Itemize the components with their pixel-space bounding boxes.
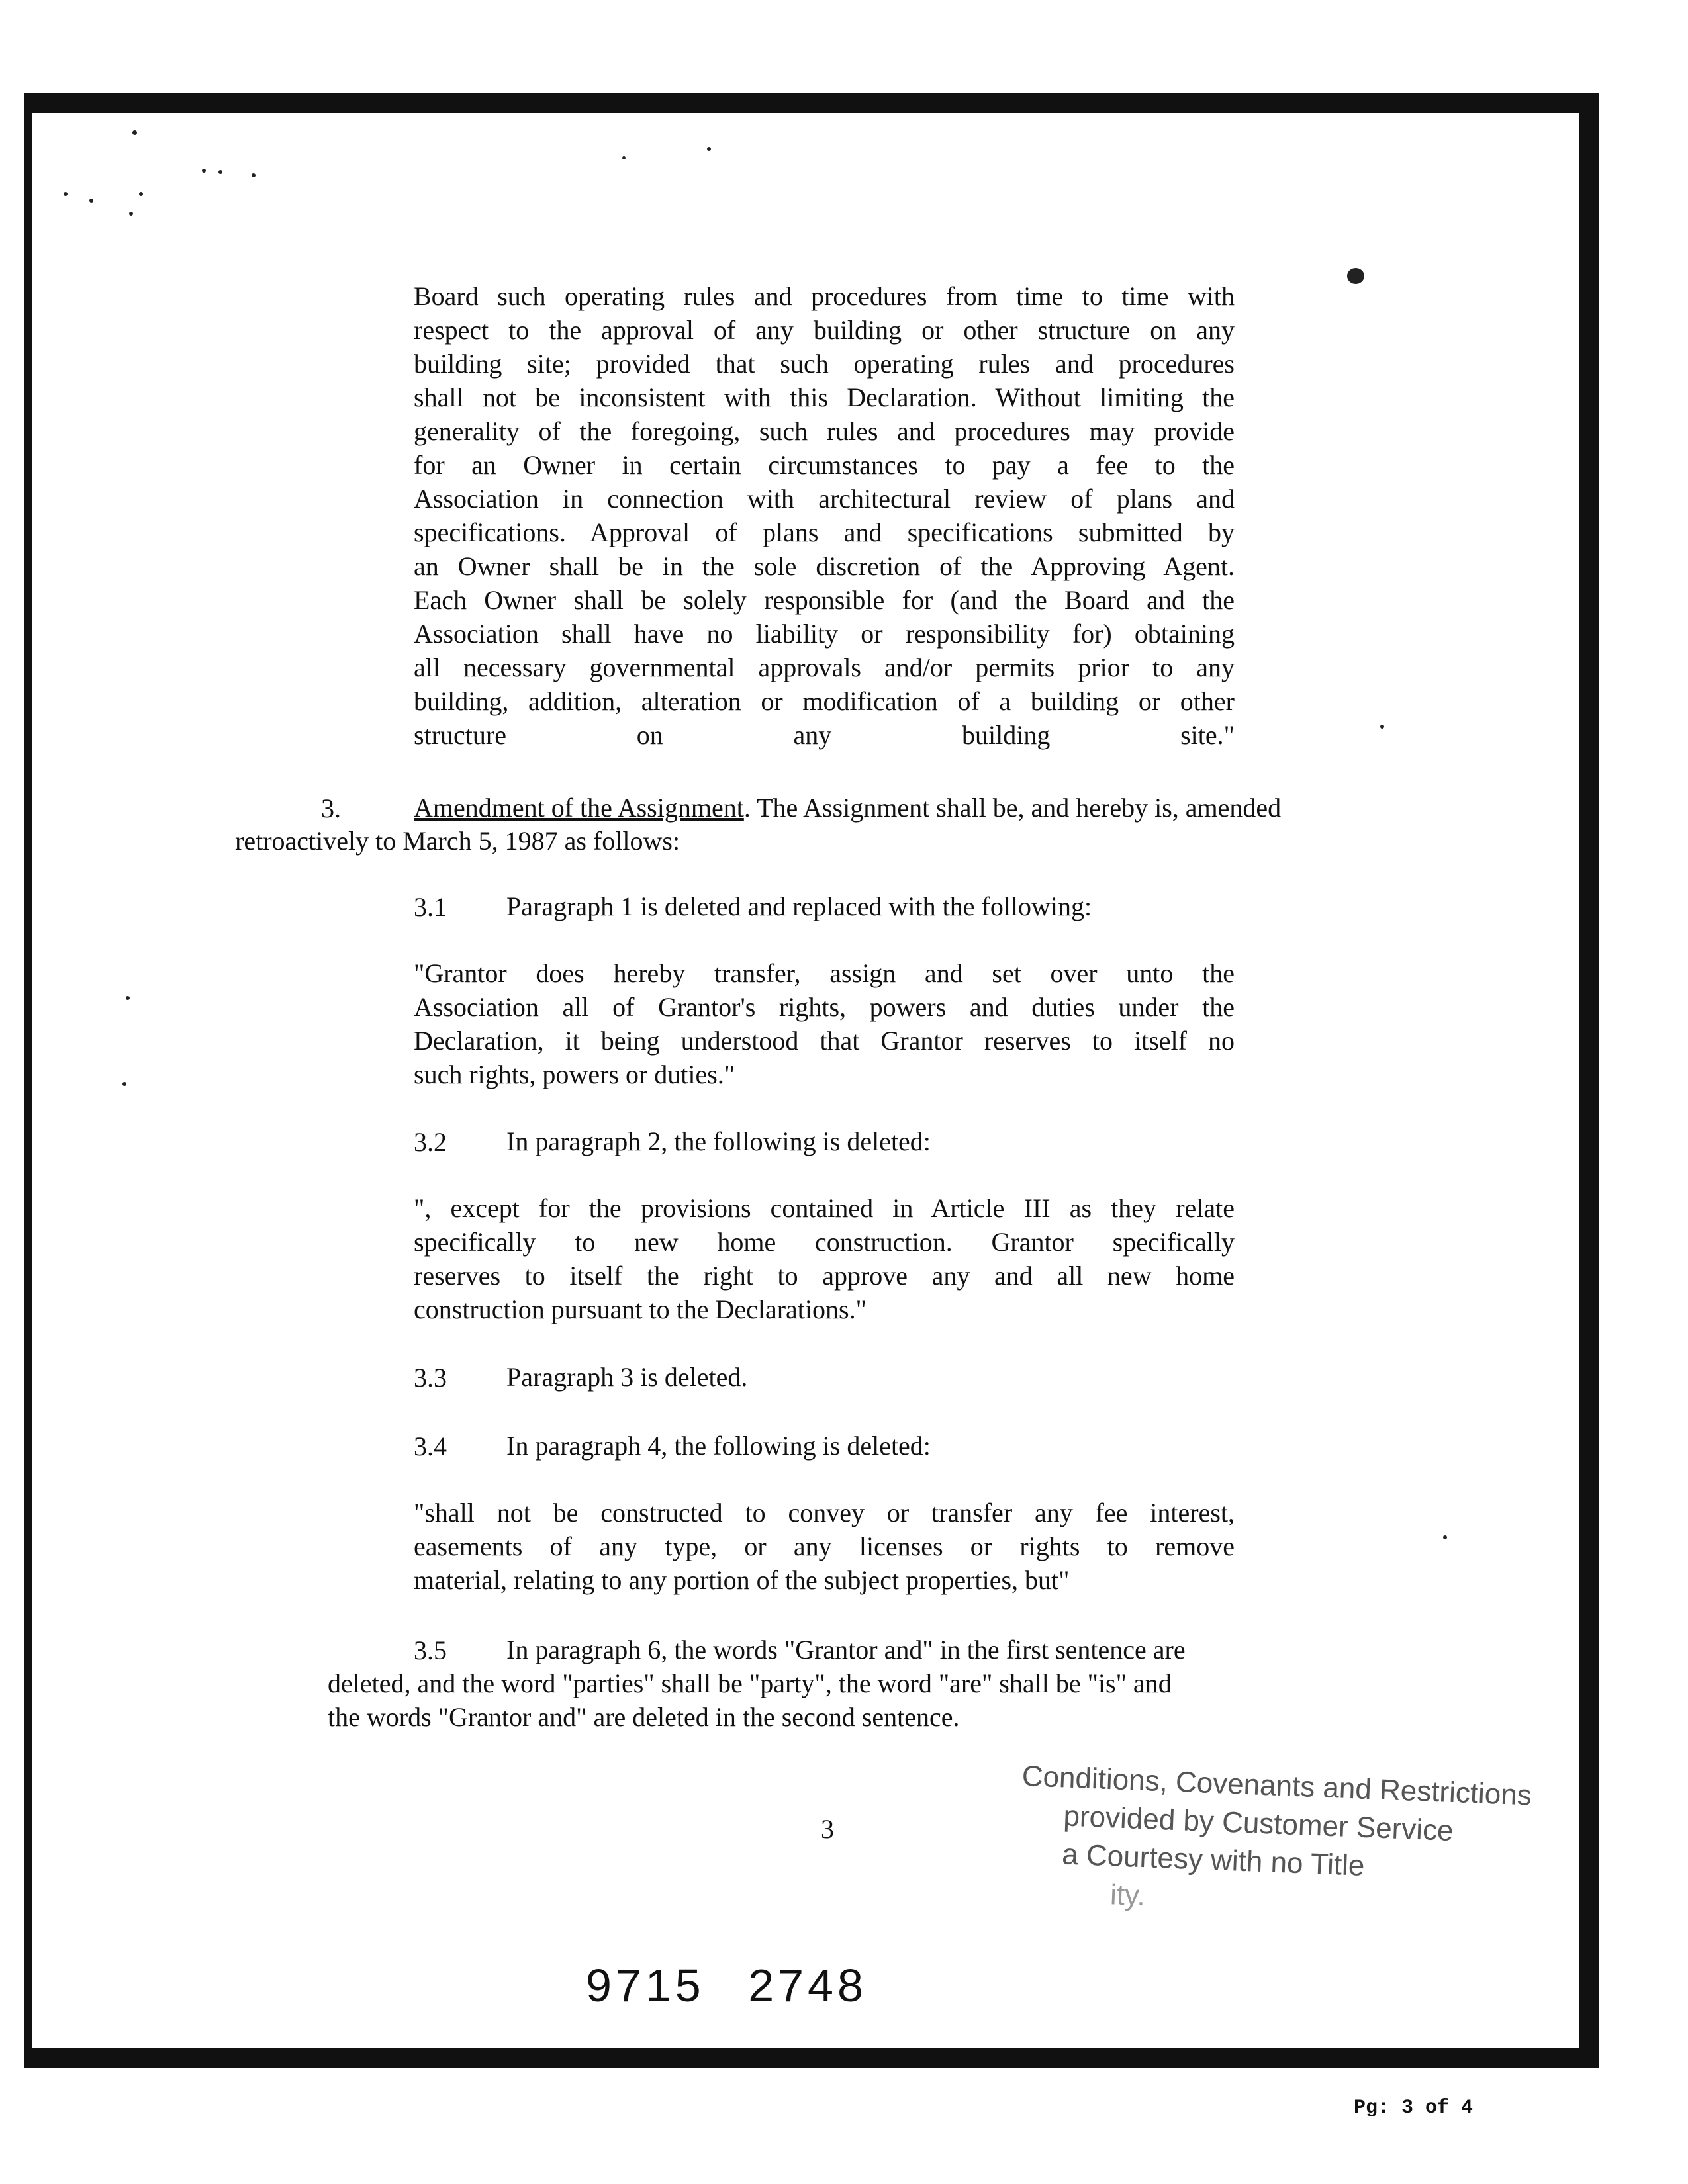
scan-speck — [218, 170, 222, 174]
subsection-text: Paragraph 3 is deleted. — [506, 1362, 748, 1392]
page-reference-number: 2748 — [748, 1960, 867, 2011]
subsection-text: In paragraph 6, the words "Grantor and" in the first sentence are — [506, 1635, 1186, 1664]
scan-speck — [129, 212, 133, 216]
text-line: Association shall have no liability or responsibility for) obtaining — [414, 619, 1235, 649]
stamp-line: a Courtesy with no Title — [1061, 1838, 1366, 1882]
subsection-text: In paragraph 4, the following is deleted: — [506, 1431, 931, 1461]
scan-speck — [707, 147, 711, 151]
subsection-number: 3.4 — [414, 1432, 447, 1461]
text-line: for an Owner in certain circumstances to pay a fee to the — [414, 450, 1235, 480]
text-line: Association in connection with architectural review of plans and — [414, 484, 1235, 514]
courtesy-stamp — [1017, 1757, 1585, 1932]
text-line: shall not be inconsistent with this Declaration. Without limiting the — [414, 383, 1235, 412]
subsection-text: In paragraph 2, the following is deleted: — [506, 1126, 931, 1156]
section-intro-text: . The Assignment shall be, and hereby is, amended — [743, 793, 1282, 823]
text-line: building site; provided that such operating rules and procedures — [414, 349, 1235, 379]
text-line: Board such operating rules and procedures from time to time with — [414, 281, 1235, 311]
text-line: an Owner shall be in the sole discretion of the Approving Agent. — [414, 551, 1235, 581]
subsection-text-continued: the words "Grantor and" are deleted in the second sentence. — [328, 1702, 960, 1732]
scan-speck — [126, 996, 130, 1000]
text-line: "Grantor does hereby transfer, assign and set over unto the — [414, 958, 1235, 988]
text-line: such rights, powers or duties." — [414, 1060, 735, 1089]
scan-speck — [89, 199, 93, 203]
subsection-number: 3.5 — [414, 1635, 447, 1665]
stamp-line: provided by Customer Service — [1062, 1799, 1454, 1848]
section-number: 3. — [321, 794, 341, 823]
scan-speck — [132, 130, 137, 135]
scan-speck — [139, 192, 143, 196]
section-intro-continued: retroactively to March 5, 1987 as follows: — [235, 826, 680, 856]
page-count-footer: Pg: 3 of 4 — [1354, 2097, 1474, 2119]
text-line: ", except for the provisions contained in Article III as they relate — [414, 1193, 1235, 1223]
text-line: Association all of Grantor's rights, powers and duties under the — [414, 992, 1235, 1022]
section-intro — [414, 791, 1281, 825]
text-line: easements of any type, or any licenses or rights to remove — [414, 1531, 1235, 1561]
text-line: building, addition, alteration or modification of a building or other — [414, 686, 1235, 716]
scan-speck — [252, 173, 256, 177]
scan-speck — [622, 156, 626, 159]
scan-speck — [202, 169, 206, 173]
text-line: construction pursuant to the Declarations." — [414, 1295, 867, 1324]
scan-speck — [1347, 268, 1364, 284]
text-line: reserves to itself the right to approve any and all new home — [414, 1261, 1235, 1291]
continuation-quote-paragraph — [414, 279, 1235, 752]
scan-speck — [64, 192, 68, 196]
page-number: 3 — [821, 1814, 834, 1844]
subsection-number: 3.3 — [414, 1363, 447, 1392]
text-line: generality of the foregoing, such rules and procedures may provide — [414, 416, 1235, 446]
text-line: Each Owner shall be solely responsible for (and the Board and the — [414, 585, 1235, 615]
scan-speck — [122, 1082, 126, 1086]
text-line: all necessary governmental approvals and/or permits prior to any — [414, 653, 1235, 682]
text-line: Declaration, it being understood that Grantor reserves to itself no — [414, 1026, 1235, 1056]
subsection-number: 3.2 — [414, 1127, 447, 1157]
subsection-quote — [414, 956, 1235, 1091]
stamp-line: Conditions, Covenants and Restrictions — [1021, 1759, 1532, 1812]
subsection-quote — [414, 1191, 1235, 1326]
subsection-quote — [414, 1496, 1235, 1597]
stamp-line: ity. — [1109, 1878, 1146, 1913]
subsection-text-continued: deleted, and the word "parties" shall be "party", the word "are" shall be "is" and — [328, 1668, 1172, 1698]
scan-speck — [1443, 1535, 1447, 1539]
text-line: "shall not be constructed to convey or transfer any fee interest, — [414, 1498, 1235, 1527]
recording-number — [586, 1959, 867, 2012]
text-line: specifically to new home construction. Grantor specifically — [414, 1227, 1235, 1257]
subsection-number: 3.1 — [414, 892, 447, 922]
book-number: 9715 — [586, 1960, 705, 2011]
subsection-text: Paragraph 1 is deleted and replaced with the following: — [506, 891, 1092, 921]
section-heading: Amendment of the Assignment — [414, 793, 744, 823]
text-line: respect to the approval of any building or other structure on any — [414, 315, 1235, 345]
scan-speck — [1380, 725, 1384, 729]
text-line: material, relating to any portion of the subject properties, but" — [414, 1565, 1070, 1595]
text-line: structure on any building site." — [414, 720, 1235, 750]
text-line: specifications. Approval of plans and specifications submitted by — [414, 518, 1235, 547]
